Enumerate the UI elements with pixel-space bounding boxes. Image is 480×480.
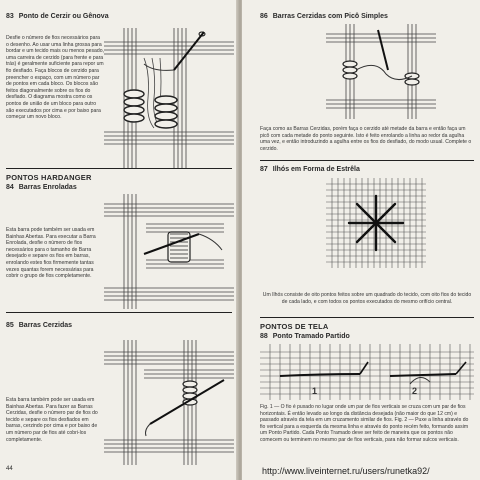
section-number: 85 xyxy=(6,322,14,329)
section-83-title xyxy=(6,13,109,20)
section-number: 86 xyxy=(260,13,268,20)
section-title-text: Ilhós em Forma de Estrêla xyxy=(272,166,360,173)
right-page xyxy=(242,0,480,480)
section-divider xyxy=(260,160,474,161)
section-divider xyxy=(6,168,232,169)
wrapped-bars-diagram xyxy=(104,194,234,309)
section-title-text: Barras Cerzidas com Picô Simples xyxy=(272,13,388,20)
figure-label-2: 2 xyxy=(412,386,418,396)
section-title-text: Barras Enroladas xyxy=(18,184,77,191)
section-divider xyxy=(6,312,232,313)
section-85-body: Esta barra também pode ser usada em Bainhas Abertas. Para fazer as Barras Cerzidas, desfie o número par de fios do tecido e separe os fios desfiados em barras, cerzindo por cima e por baixo de um número par de fios até cobri-los completamente. xyxy=(6,397,98,443)
star-eyelet-diagram xyxy=(326,178,426,268)
section-83-body: Desfie o número de fios necessários para o desenho. Ao usar uma linha grossa para bordar e um tecido mais ou menos pesado, uma carreira de cerzido (para frente e para trás) é geralmente suficiente para repor um fio desfiado. Faça blocos de cerzido para preencher o espaço, com um número par de pontos em cada bloco. Os blocos são feitos diagonalmente sobre os fios do desfiado. O diagrama mostra como os pontos de união de um bloco para outro são executados por cima e por baixo para começar um novo bloco. xyxy=(6,35,104,121)
page-number: 44 xyxy=(6,466,13,472)
section-number: 88 xyxy=(260,333,268,340)
left-page xyxy=(0,0,238,480)
watermark-url: http://www.liveinternet.ru/users/runetka92/ xyxy=(262,466,430,476)
section-title-text: Ponto de Cerzir ou Gênova xyxy=(18,13,109,20)
section-title-text: Barras Cerzidas xyxy=(18,322,73,329)
section-86-title xyxy=(260,13,388,20)
split-tramme-diagram xyxy=(260,344,474,400)
figure-label-1: 1 xyxy=(312,386,318,396)
section-87-title xyxy=(260,166,360,173)
darning-stitch-diagram xyxy=(104,28,234,168)
section-85-title xyxy=(6,322,72,329)
section-88-title xyxy=(260,333,350,340)
section-number: 84 xyxy=(6,184,14,191)
section-number: 87 xyxy=(260,166,268,173)
picot-bars-diagram xyxy=(326,24,436,119)
section-divider xyxy=(260,317,474,318)
darned-bars-diagram xyxy=(104,340,234,465)
section-86-body: Faça como as Barras Cerzidas, porém faça o cerzido até metade da barra e então faça um picô com cada metade do ponto seguinte. Isto é feito enrolando a linha ao redor da agulha uma vez, e então introduzindo a agulha entre os fios do desfiado, do modo usual. Complete o cerzido. xyxy=(260,126,472,152)
section-88-body: Fig. 1 — O fio é puxado no lugar onde um par de fios verticais se cruza com um par de fios horizontais. É então levado ao longo da distância desejada (não maior do que 12 cm) e passado através da tela em um cruzamento similar de fios. Fig. 2 — Puxe a linha através do fio vertical para a esquerda da mesma linha e através do ponto recém feito, formando assim um Ponto Partido. Cada Ponto Tramado deve ser feito de maneira que os pontos não comecem ou terminem no mesmo par de fios verticais, para não formar sulcos verticais. xyxy=(260,404,469,443)
section-84-title xyxy=(6,184,77,191)
group-heading-hardanger: PONTOS HARDANGER xyxy=(6,173,92,182)
section-84-body: Esta barra pode também ser usada em Bainhas Abertas. Para executar a Barra Enrolada, desfie o número de fios necessários para o tamanho de Barra desejado e separe os fios em barras, enrolando estes fios firmemente tantas vezes quantas forem necessárias para cobrir o grupo de fios completamente. xyxy=(6,227,96,280)
section-87-body: Um Ilhós consiste de oito pontos feitos sobre um quadrado do tecido, com oito fios do tecido de cada lado, e com todos os pontos executados do mesmo orifício central. xyxy=(262,292,472,305)
group-heading-tela: PONTOS DE TELA xyxy=(260,322,329,331)
section-title-text: Ponto Tramado Partido xyxy=(272,333,350,340)
section-number: 83 xyxy=(6,13,14,20)
